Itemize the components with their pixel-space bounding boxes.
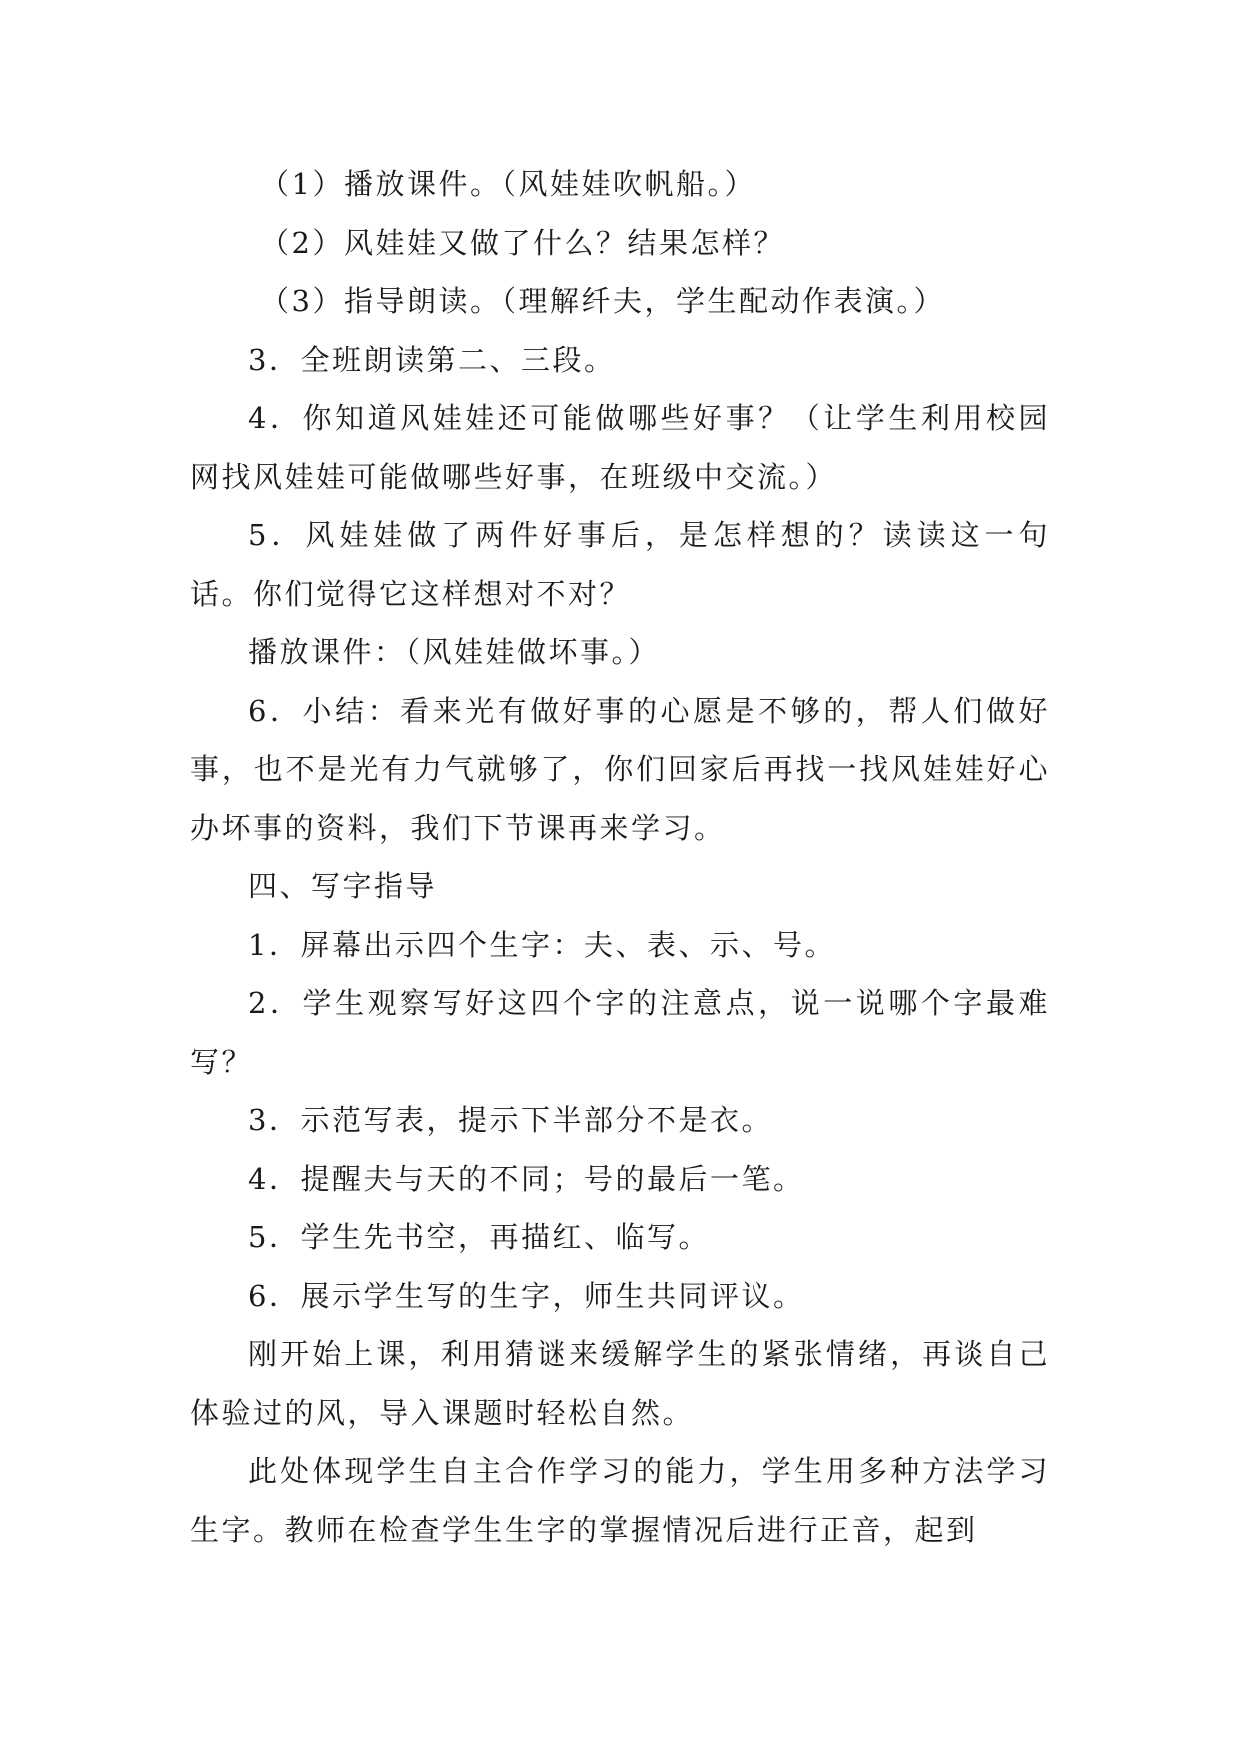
paragraph-summary: 6．小结：看来光有做好事的心愿是不够的，帮人们做好事，也不是光有力气就够了，你们回家后再找一找风娃娃好心办坏事的资料，我们下节课再来学习。 xyxy=(190,693,1050,845)
paragraph-step-1: （1）播放课件。（风娃娃吹帆船。） xyxy=(260,167,756,201)
paragraph-writing-5: 5．学生先书空，再描红、临写。 xyxy=(248,1220,710,1254)
section-heading-writing: 四、写字指导 xyxy=(248,869,438,903)
paragraph-step-2: （2）风娃娃又做了什么？结果怎样？ xyxy=(260,225,785,260)
paragraph-item-4: 4．你知道风娃娃还可能做哪些好事？（让学生利用校园网找风娃娃可能做哪些好事，在班级中交流。） xyxy=(190,401,1050,494)
paragraph-writing-6: 6．展示学生写的生字，师生共同评议。 xyxy=(248,1278,805,1313)
paragraph-reflection-1: 刚开始上课，利用猜谜来缓解学生的紧张情绪，再谈自己体验过的风，导入课题时轻松自然。 xyxy=(190,1337,1050,1430)
paragraph-writing-1: 1．屏幕出示四个生字：夫、表、示、号。 xyxy=(248,927,836,962)
paragraph-item-5: 5．风娃娃做了两件好事后，是怎样想的？读读这一句话。你们觉得它这样想对不对？ xyxy=(190,518,1050,611)
paragraph-item-3: 3．全班朗读第二、三段。 xyxy=(248,342,616,377)
paragraph-reflection-2: 此处体现学生自主合作学习的能力，学生用多种方法学习生字。教师在检查学生生字的掌握情况后进行正音，起到 xyxy=(190,1454,1050,1547)
document-body xyxy=(190,155,1050,1559)
paragraph-writing-4: 4．提醒夫与天的不同；号的最后一笔。 xyxy=(248,1161,805,1196)
paragraph-step-3: （3）指导朗读。（理解纤夫，学生配动作表演。） xyxy=(260,284,945,318)
paragraph-courseware: 播放课件：（风娃娃做坏事。） xyxy=(248,635,661,669)
paragraph-writing-3: 3．示范写表，提示下半部分不是衣。 xyxy=(248,1103,773,1137)
paragraph-writing-2: 2．学生观察写好这四个字的注意点，说一说哪个字最难写？ xyxy=(190,986,1050,1079)
